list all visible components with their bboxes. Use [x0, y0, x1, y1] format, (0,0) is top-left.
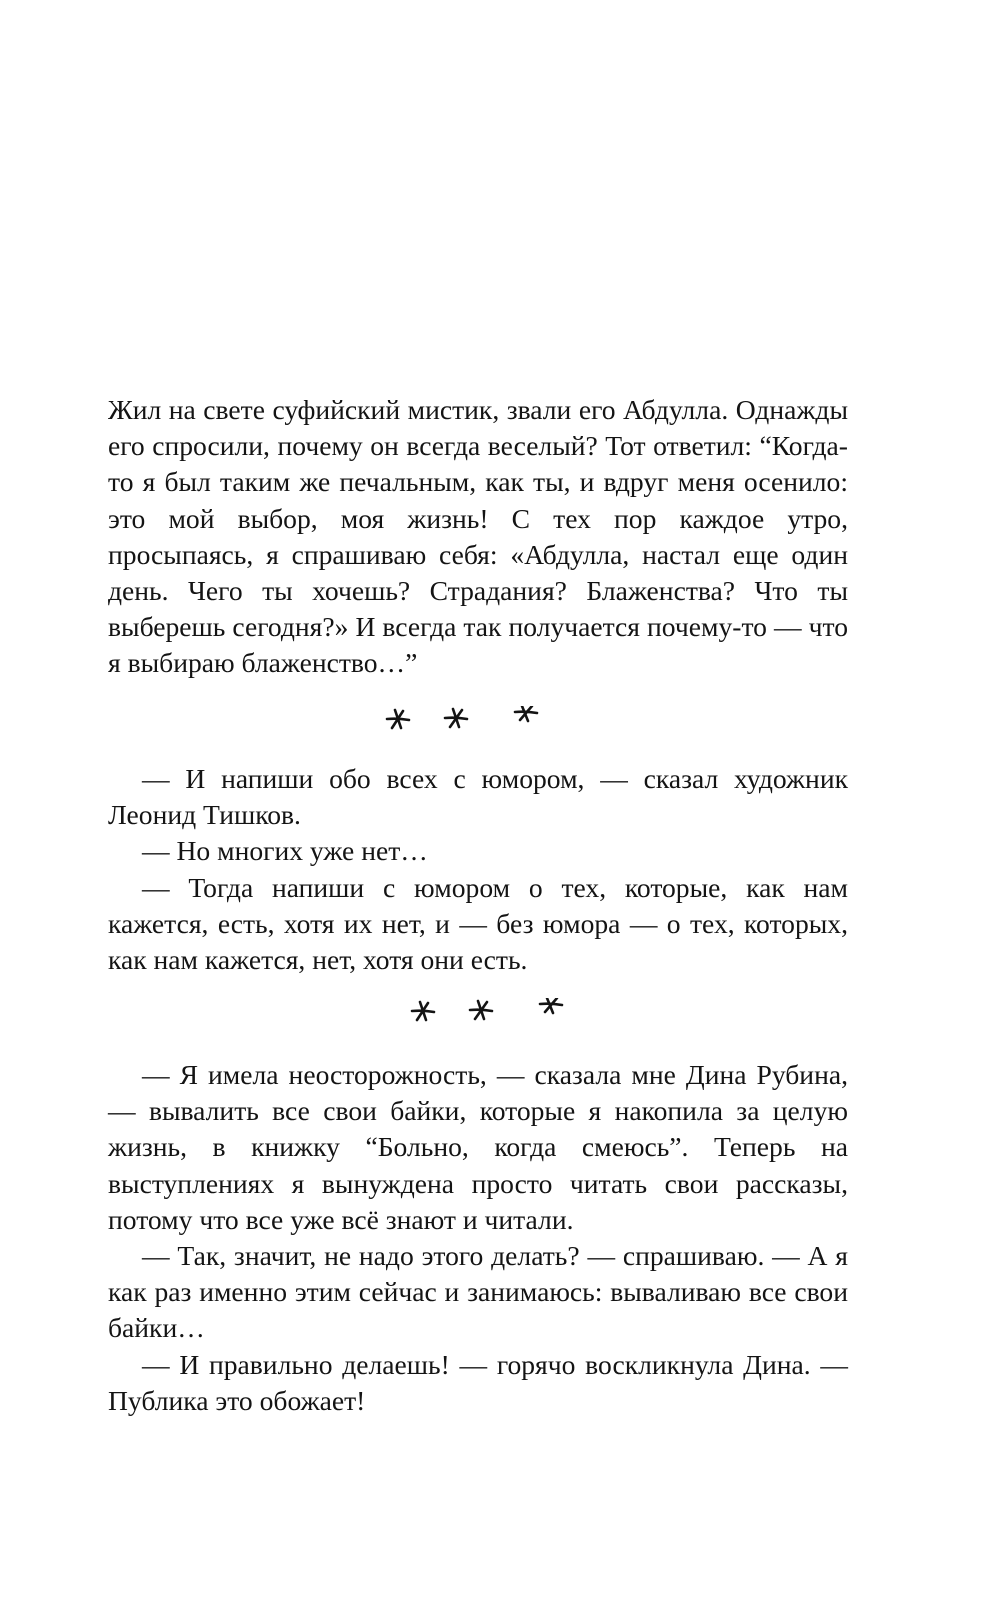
section-abdulla [108, 392, 848, 682]
asterism-icon [410, 998, 590, 1038]
star-icon [540, 998, 562, 1013]
dialogue-line: — И правильно делаешь! — горячо воскликнула Дина. — Публика это обожает! [108, 1348, 848, 1416]
star-icon [515, 706, 537, 721]
paragraph: Жил на свете суфийский мистик, звали его Абдулла. Однажды его спросили, почему он всегда веселый? Тот ответил: “Когда-то я был таким же печальным, как ты, и вдруг меня осенило: это мой выбор, моя жизнь! С тех пор каждое утро, просыпаясь, я спрашиваю себя: «Абдулла, настал еще один день. Чего ты хочешь? Страдания? Блаженства? Что ты выберешь сегодня?» И всегда так получается почему-то — что я выбираю блаженство…” [108, 394, 848, 679]
dialogue-line: — Тогда напиши с юмором о тех, которые, как нам кажется, есть, хотя их нет, и — без юмора — о тех, которых, как нам кажется, нет, хотя они есть. [108, 871, 848, 976]
dialogue-line: — И напиши обо всех с юмором, — сказал художник Леонид Тишков. [108, 763, 848, 831]
section-separator [0, 998, 1000, 1038]
star-icon [470, 1001, 492, 1019]
star-icon [387, 710, 409, 728]
section-tishkov [108, 761, 848, 978]
section-separator [0, 706, 1000, 746]
dialogue-line: — Так, значит, не надо этого делать? — спрашиваю. — А я как раз именно этим сейчас и занимаюсь: вываливаю все свои байки… [108, 1240, 848, 1344]
section-rubina [108, 1057, 848, 1419]
star-icon [412, 1002, 434, 1020]
dialogue-line: — Но многих уже нет… [142, 835, 428, 867]
dialogue-line: — Я имела неосторожность, — сказала мне Дина Рубина, — вывалить все свои байки, которые я накопила за целую жизнь, в книжку “Больно, когда смеюсь”. Теперь на выступлениях я вынуждена просто читать свои рассказы, потому что все уже всё знают и читали. [108, 1059, 848, 1235]
asterism-icon [385, 706, 565, 746]
star-icon [445, 709, 467, 727]
